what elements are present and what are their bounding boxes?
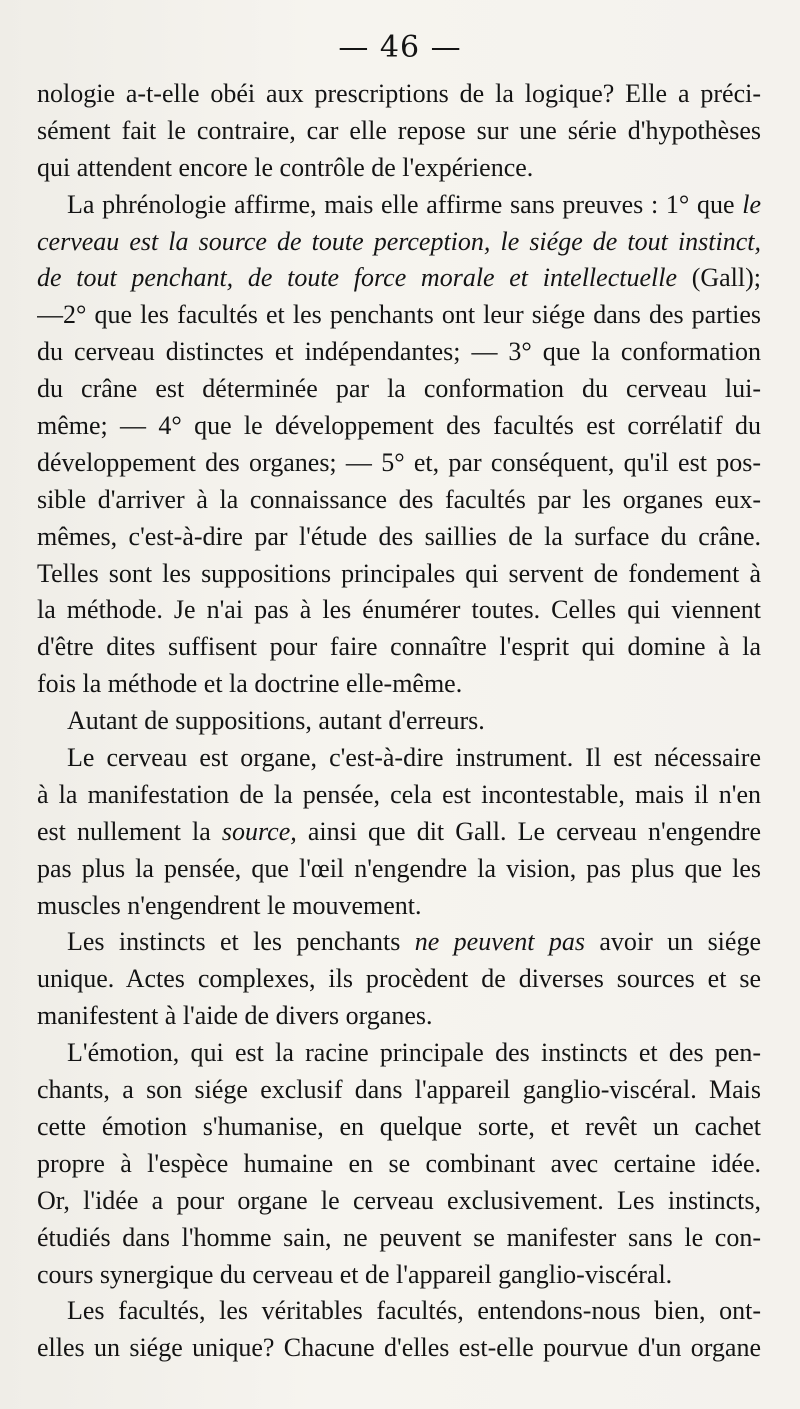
page-number: — 46 — [338, 30, 462, 65]
text-line [37, 629, 761, 666]
text-segment: est nullement la [37, 816, 222, 846]
text-line [37, 1146, 761, 1183]
text-segment: Les instincts et les penchants [67, 927, 415, 957]
text-line [37, 1330, 761, 1367]
text-line [37, 703, 761, 740]
text-line [37, 814, 761, 851]
text-line [37, 998, 761, 1035]
text-line [37, 888, 761, 925]
text-line [37, 519, 761, 556]
italic-text: cerveau est la source de toute perception, le siége de tout instinct, [37, 226, 761, 256]
text-segment: même; — 4° que le développement des facultés est corrélatif du [37, 411, 761, 441]
body-text [37, 76, 761, 1367]
text-line [37, 1220, 761, 1257]
text-segment: avoir un siége [585, 927, 761, 957]
text-segment: à la manifestation de la pensée, cela est incontestable, mais il n'en [37, 779, 761, 809]
text-line [37, 740, 761, 777]
text-line [37, 371, 761, 408]
text-segment: cours synergique du cerveau et de l'appareil ganglio-viscéral. [37, 1259, 673, 1289]
text-line [37, 1293, 761, 1330]
text-segment: propre à l'espèce humaine en se combinant avec certaine idée. [37, 1148, 761, 1178]
text-line [37, 666, 761, 703]
text-line [37, 187, 761, 224]
text-segment: du cerveau distinctes et indépendantes; — 3° que la conformation [37, 337, 761, 367]
text-line [37, 924, 761, 961]
text-segment: pas plus la pensée, que l'œil n'engendre la vision, pas plus que les [37, 853, 761, 883]
text-line [37, 1035, 761, 1072]
text-line [37, 556, 761, 593]
text-segment: La phrénologie affirme, mais elle affirme sans preuves : 1° que [67, 189, 743, 219]
text-line [37, 150, 761, 187]
text-line [37, 334, 761, 371]
text-line [37, 260, 761, 297]
italic-text: source, [221, 816, 297, 846]
text-segment: étudiés dans l'homme sain, ne peuvent se manifester sans le con- [37, 1222, 761, 1252]
text-line [37, 76, 761, 113]
text-line [37, 851, 761, 888]
text-line [37, 482, 761, 519]
text-segment: nologie a-t-elle obéi aux prescriptions de la logique? Elle a préci- [37, 79, 761, 108]
text-segment: du crâne est déterminée par la conformation du cerveau lui- [37, 374, 761, 404]
text-segment: sément fait le contraire, car elle repose sur une série d'hypothèses [37, 115, 761, 145]
text-line [37, 1072, 761, 1109]
text-segment: muscles n'engendrent le mouvement. [37, 890, 422, 920]
text-line [37, 777, 761, 814]
text-segment: manifestent à l'aide de divers organes. [37, 1001, 433, 1031]
text-segment: ainsi que dit Gall. Le cerveau n'engendre [296, 816, 761, 846]
text-line [37, 1183, 761, 1220]
text-line [37, 1109, 761, 1146]
text-segment: développement des organes; — 5° et, par conséquent, qu'il est pos- [37, 447, 761, 477]
text-segment: L'émotion, qui est la racine principale des instincts et des pen- [67, 1038, 761, 1068]
text-segment: la méthode. Je n'ai pas à les énumérer toutes. Celles qui viennent [37, 595, 761, 625]
text-line [37, 224, 761, 261]
text-segment: Le cerveau est organe, c'est-à-dire instrument. Il est nécessaire [67, 743, 761, 773]
text-line [37, 961, 761, 998]
text-segment: Les facultés, les véritables facultés, entendons-nous bien, ont- [67, 1296, 761, 1326]
text-line [37, 113, 761, 150]
text-segment: chants, a son siége exclusif dans l'appareil ganglio-viscéral. Mais [37, 1075, 761, 1105]
text-segment: unique. Actes complexes, ils procèdent de diverses sources et se [37, 964, 761, 994]
text-segment: qui attendent encore le contrôle de l'expérience. [37, 152, 534, 182]
text-line [37, 1257, 761, 1294]
text-line [37, 592, 761, 629]
text-line [37, 408, 761, 445]
italic-text: le [742, 189, 761, 219]
italic-text: ne peuvent pas [414, 927, 585, 957]
text-segment: (Gall); [677, 263, 761, 293]
text-line [37, 445, 761, 482]
text-segment: cette émotion s'humanise, en quelque sorte, et revêt un cachet [37, 1111, 761, 1141]
text-segment: fois la méthode et la doctrine elle-même. [37, 669, 463, 699]
text-segment: sible d'arriver à la connaissance des facultés par les organes eux- [37, 484, 761, 514]
text-segment: Autant de suppositions, autant d'erreurs. [67, 706, 485, 736]
text-segment: d'être dites suffisent pour faire connaître l'esprit qui domine à la [37, 632, 761, 662]
text-segment: mêmes, c'est-à-dire par l'étude des saillies de la surface du crâne. [37, 521, 761, 551]
italic-text: de tout penchant, de toute force morale et intellectuelle [37, 263, 677, 293]
text-segment: Telles sont les suppositions principales qui servent de fondement à [37, 558, 761, 588]
text-line [37, 297, 761, 334]
text-segment: —2° que les facultés et les penchants ont leur siége dans des parties [37, 300, 761, 330]
text-segment: Or, l'idée a pour organe le cerveau exclusivement. Les instincts, [37, 1185, 761, 1215]
text-segment: elles un siége unique? Chacune d'elles est-elle pourvue d'un organe [37, 1333, 761, 1363]
